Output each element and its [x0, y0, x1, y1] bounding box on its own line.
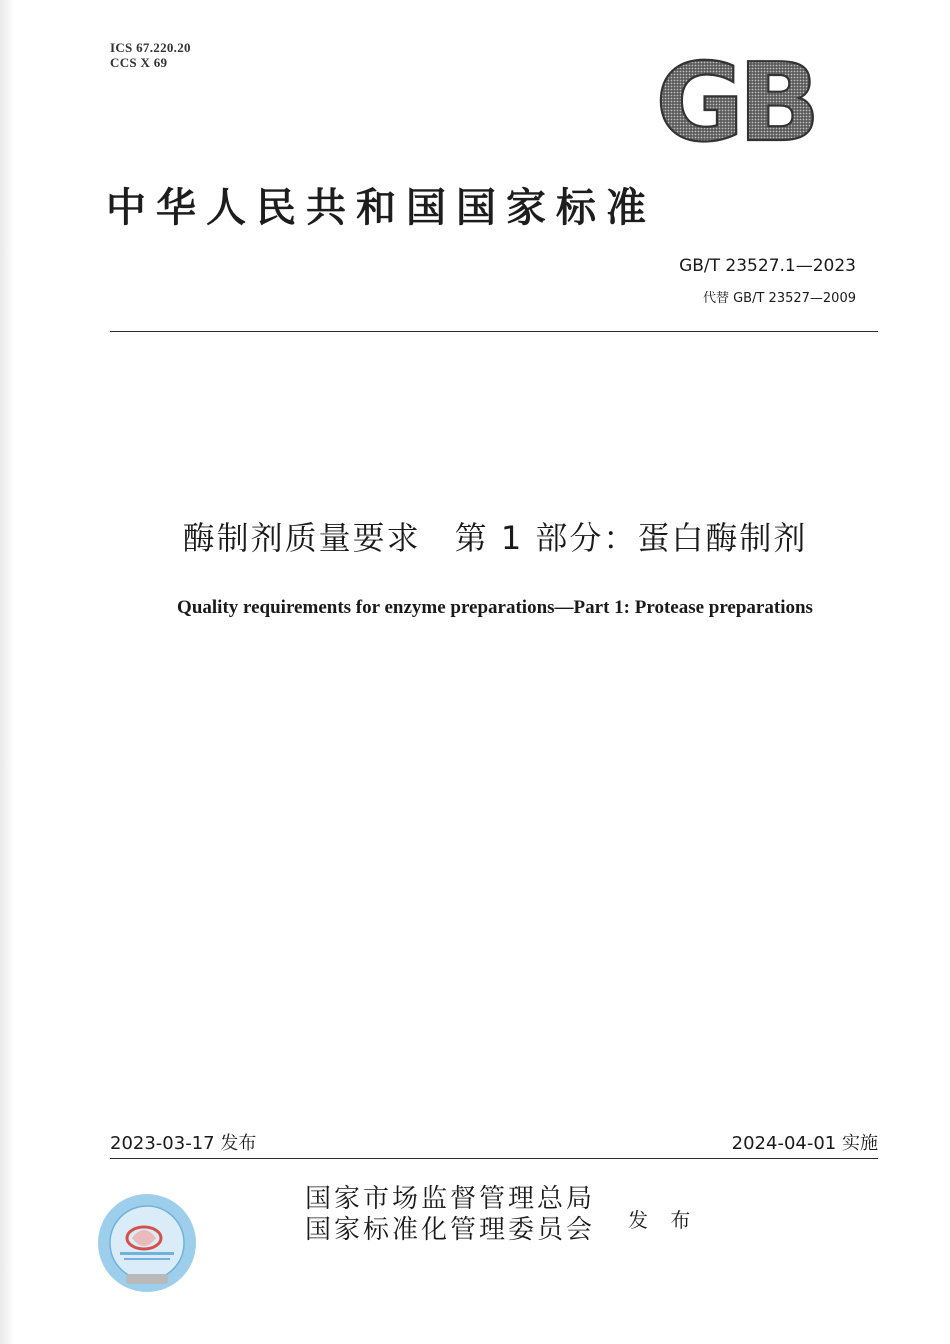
issuer-sac: 国家标准化管理委员会	[305, 1215, 596, 1245]
implementation-date: 2024-04-01 实施	[731, 1133, 878, 1154]
gb-logo	[640, 52, 830, 147]
ics-code: ICS 67.220.20	[110, 40, 191, 55]
page-edge-shadow	[0, 0, 14, 1344]
issuing-authorities	[305, 1184, 595, 1246]
replaces-standard: 代替 GB/T 23527—2009	[702, 291, 856, 306]
document-title-cn: 酶制剂质量要求 第 1 部分：蛋白酶制剂	[182, 519, 808, 557]
seal-stamp-icon	[96, 1192, 198, 1294]
ccs-code: CCS X 69	[110, 55, 168, 70]
document-title-en: Quality requirements for enzyme preparations—Part 1: Protease preparations	[177, 597, 813, 618]
issuer-samr: 国家市场监督管理总局	[305, 1184, 596, 1214]
national-standard-title: 中华人民共和国国家标准	[106, 184, 656, 231]
gb-logo-text: GB	[655, 52, 815, 147]
footer-divider	[110, 1158, 878, 1159]
issue-date: 2023-03-17 发布	[110, 1133, 257, 1154]
header-divider	[110, 331, 878, 332]
publish-label: 发 布	[628, 1208, 699, 1232]
classification-codes	[110, 40, 191, 70]
standard-number: GB/T 23527.1—2023	[679, 256, 856, 276]
